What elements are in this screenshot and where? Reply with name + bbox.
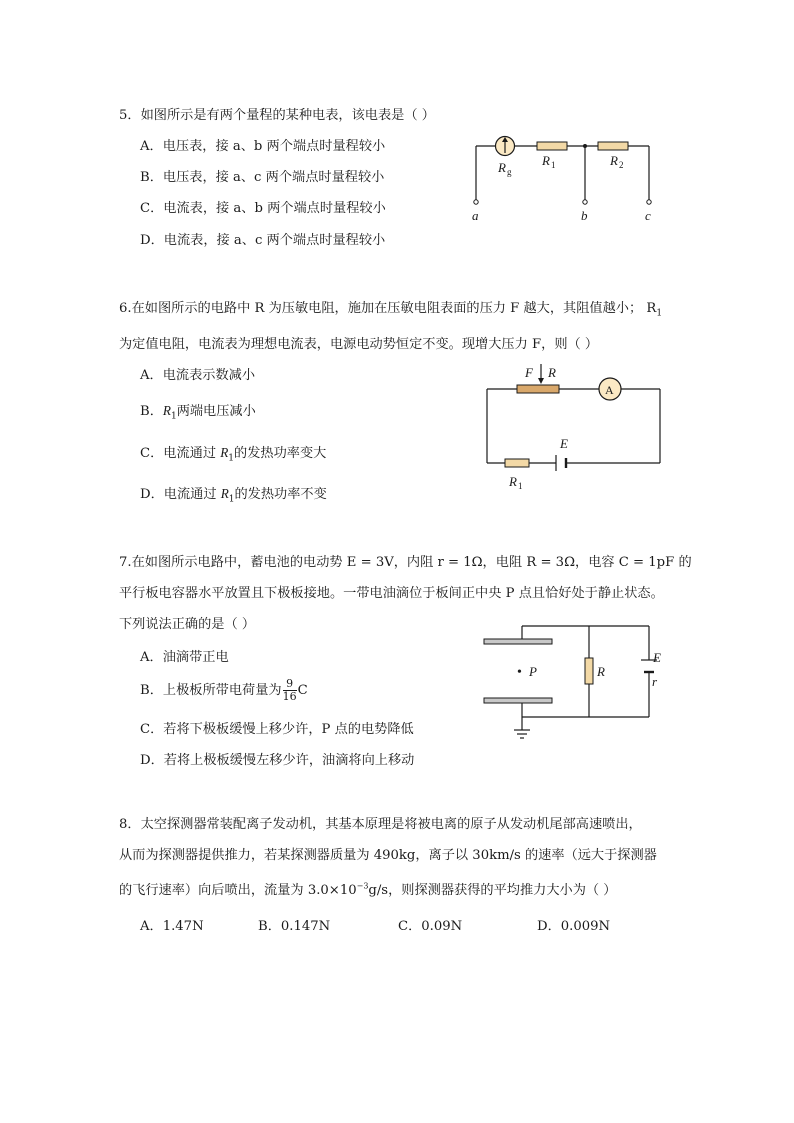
resistor-r-label: R — [548, 365, 556, 380]
q7-option-a[interactable]: A．油滴带正电 — [140, 650, 229, 665]
resistor-r2-icon — [598, 142, 628, 150]
q8-stem-line1: 8．太空探测器常装配离子发动机，其基本原理是将被电离的原子从发动机尾部高速喷出， — [119, 817, 642, 832]
q5-option-a[interactable]: A．电压表，接 a、b 两个端点时量程较小 — [140, 139, 386, 154]
svg-text:1: 1 — [518, 481, 523, 491]
ammeter-label: A — [605, 383, 614, 397]
upper-plate — [484, 639, 552, 644]
q5-circuit-diagram — [462, 128, 692, 228]
pressure-resistor-icon — [517, 385, 559, 393]
resistor-r-icon — [585, 658, 593, 684]
q8-option-a[interactable]: A．1.47N — [140, 919, 204, 934]
q7-option-c[interactable]: C．若将下极板缓慢上移少许，P 点的电势降低 — [140, 722, 414, 737]
q8-stem-line3: 的飞行速率）向后喷出，流量为 $3.0\times 10^{-3}g/s$，则探测器获得的平均推力大小为（ ） — [119, 881, 617, 898]
q6-stem-line1: 6.在如图所示的电路中 R 为压敏电阻，施加在压敏电阻表面的压力 F 越大，其阻值越小； $R_1$ — [119, 301, 663, 319]
oil-drop-dot: • — [517, 665, 522, 680]
label-rg: R — [498, 160, 506, 175]
q6-option-a[interactable]: A．电流表示数减小 — [140, 368, 256, 383]
resistor-r1-icon — [537, 142, 567, 150]
q8-option-b[interactable]: B．0.147N — [258, 919, 331, 934]
force-arrow-icon — [538, 378, 544, 384]
q8-stem-line2: 从而为探测器提供推力，若某探测器质量为 490kg，离子以 30km/s 的速率（远大于探测器 — [119, 848, 657, 863]
q6-circuit-diagram — [478, 358, 678, 494]
q6-option-b[interactable]: B．$R_1$两端电压减小 — [140, 403, 256, 422]
q8-option-c[interactable]: C．0.09N — [398, 919, 463, 934]
q5-stem: 5．如图所示是有两个量程的某种电表，该电表是（ ） — [119, 108, 435, 123]
svg-text:1: 1 — [551, 160, 556, 170]
lower-plate — [484, 698, 552, 703]
resistor-r1-label: R — [509, 474, 517, 489]
q5-option-d[interactable]: D．电流表，接 a、c 两个端点时量程较小 — [140, 233, 386, 248]
q6-option-d[interactable]: D．电流通过 $R_1$的发热功率不变 — [140, 486, 327, 505]
resistor-r1-icon — [505, 459, 529, 467]
force-label: F — [525, 365, 533, 380]
svg-text:2: 2 — [619, 160, 624, 170]
terminal-b-label: b — [581, 208, 588, 223]
q6-option-c[interactable]: C．电流通过 $R_1$的发热功率变大 — [140, 445, 327, 464]
q7-stem-line1: 7.在如图所示电路中，蓄电池的电动势 E = 3V，内阻 r = 1Ω，电阻 R = 3Ω，电容 C = 1pF 的 — [119, 555, 692, 570]
q7-circuit-diagram — [480, 618, 680, 750]
label-r2: R — [610, 153, 618, 168]
emf-label: E — [653, 650, 661, 665]
q7-stem-line2: 平行板电容器水平放置且下极板接地。一带电油滴位于板间正中央 P 点且恰好处于静止状态。 — [119, 586, 664, 601]
resistor-r-label: R — [597, 664, 605, 679]
svg-text:g: g — [507, 167, 512, 177]
q6-stem-line2: 为定值电阻，电流表为理想电流表，电源电动势恒定不变。现增大压力 F，则（ ） — [119, 337, 599, 352]
q7-option-b[interactable]: B．上极板所带电荷量为 $\frac{9}{16}$ C — [140, 677, 308, 703]
q5-option-c[interactable]: C．电流表，接 a、b 两个端点时量程较小 — [140, 201, 386, 216]
terminal-c-label: c — [645, 208, 651, 223]
internal-resistance-label: r — [652, 674, 658, 689]
point-p-label: P — [529, 664, 537, 679]
label-r1: R — [542, 153, 550, 168]
q5-option-b[interactable]: B．电压表，接 a、c 两个端点时量程较小 — [140, 170, 385, 185]
q8-option-d[interactable]: D．0.009N — [537, 919, 611, 934]
terminal-a-label: a — [472, 208, 479, 223]
q7-stem-line3: 下列说法正确的是（ ） — [119, 617, 256, 632]
fraction: $\frac{9}{16}$ — [282, 677, 297, 703]
q7-option-d[interactable]: D．若将上极板缓慢左移少许，油滴将向上移动 — [140, 753, 415, 768]
emf-label: E — [560, 436, 568, 451]
